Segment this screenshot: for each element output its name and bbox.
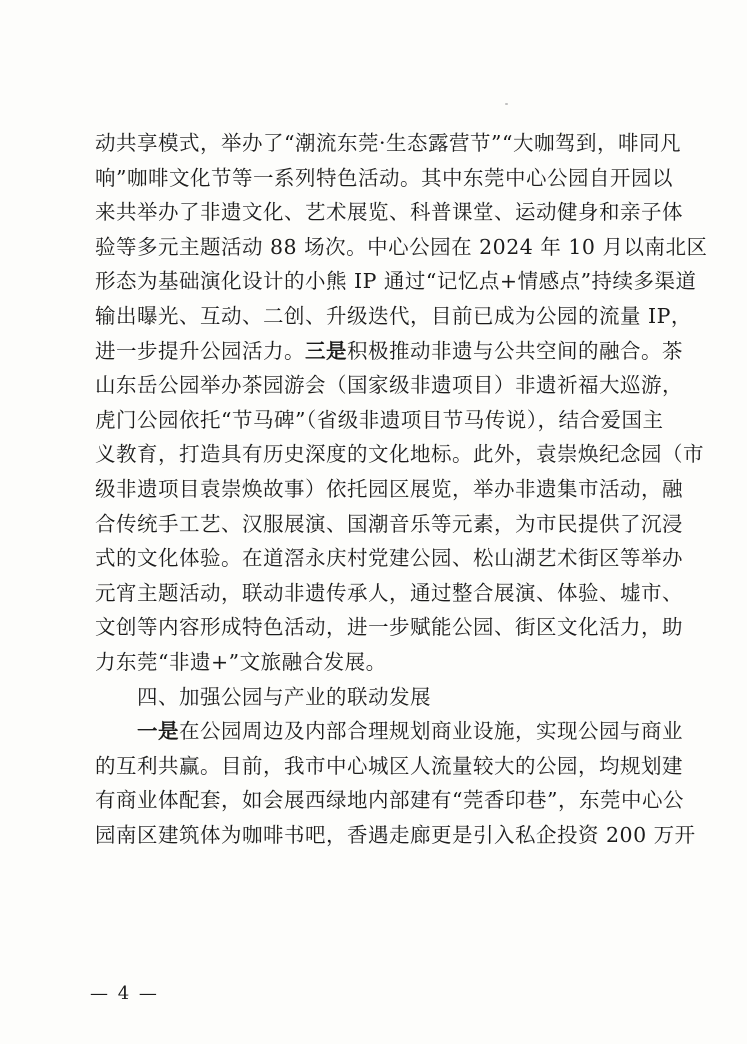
paragraph-line: 式的文化体验。在道滘永庆村党建公园、松山湖艺术街区等举办: [95, 546, 683, 571]
text-run: 在公园周边及内部合理规划商业设施，实现公园与商业: [179, 719, 683, 744]
body-text: [95, 126, 708, 852]
paragraph-line: 有商业体配套，如会展西绿地内部建有“莞香印巷”，东莞中心公: [95, 788, 684, 813]
paragraph-line: 动共享模式，举办了“潮流东莞·生态露营节”“大咖驾到，啡同凡: [95, 131, 681, 155]
paragraph-line: 元宵主题活动，联动非遗传承人，通过整合展演、体验、墟市、: [95, 580, 683, 605]
emphasis-yi-shi: 一是: [137, 719, 179, 744]
paragraph-line: 输出曝光、互动、二创、升级迭代，目前已成为公园的流量 IP，: [95, 303, 692, 328]
emphasis-san-shi: 三是: [305, 338, 347, 363]
paragraph-line: [95, 714, 683, 749]
paragraph-line: 虎门公园依托“节马碑”（省级非遗项目节马传说），结合爱国主: [95, 407, 664, 432]
paragraph-line: 响”咖啡文化节等一系列特色活动。其中东莞中心公园自开园以: [95, 165, 673, 190]
paragraph-line: 文创等内容形成特色活动，进一步赋能公园、街区文化活力，助: [95, 615, 683, 640]
text-run: 积极推动非遗与公共空间的融合。茶: [347, 338, 683, 363]
text-run: 进一步提升公园活力。: [95, 338, 305, 363]
section-heading: 四、加强公园与产业的联动发展: [137, 684, 431, 709]
paragraph-line: 义教育，打造具有历史深度的文化地标。此外，袁崇焕纪念园（市: [95, 442, 704, 467]
scan-artifact: [505, 103, 508, 105]
paragraph-line: 验等多元主题活动 88 场次。中心公园在 2024 年 10 月以南北区: [95, 234, 708, 259]
paragraph-line: 山东岳公园举办茶园游会（国家级非遗项目）非遗祈福大巡游，: [95, 373, 683, 398]
paragraph-line: 级非遗项目袁崇焕故事）依托园区展览，举办非遗集市活动，融: [95, 476, 683, 501]
paragraph-line: 力东莞“非遗+”文旅融合发展。: [95, 649, 387, 674]
paragraph-line: 合传统手工艺、汉服展演、国潮音乐等元素，为市民提供了沉浸: [95, 511, 683, 536]
paragraph-line: 的互利共赢。目前，我市中心城区人流量较大的公园，均规划建: [95, 753, 683, 778]
page-number: — 4 —: [90, 983, 159, 1004]
paragraph-line: [95, 334, 683, 369]
paragraph-line: 来共举办了非遗文化、艺术展览、科普课堂、运动健身和亲子体: [95, 200, 683, 225]
paragraph-line: 形态为基础演化设计的小熊 IP 通过“记忆点+情感点”持续多渠道: [95, 269, 697, 294]
paragraph-line: 园南区建筑体为咖啡书吧，香遇走廊更是引入私企投资 200 万开: [95, 822, 696, 847]
